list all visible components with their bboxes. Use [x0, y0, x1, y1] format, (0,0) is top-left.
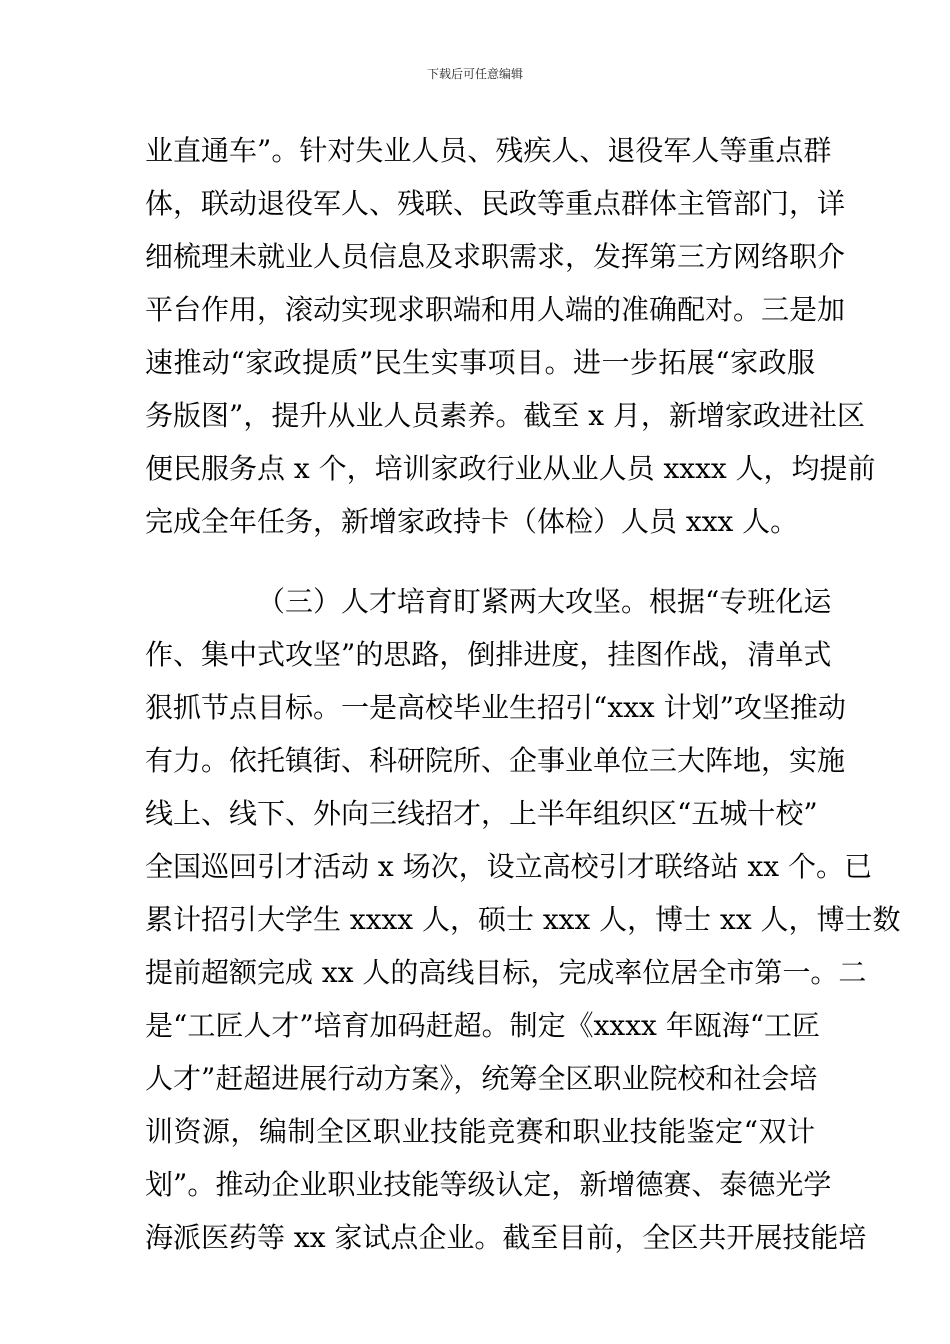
text-line: 全国巡回引才活动 x 场次，设立高校引才联络站 xx 个。已 — [145, 850, 872, 883]
text-line: 线上、线下、外向三线招才，上半年组织区“五城十校” — [145, 797, 818, 830]
text-line: 有力。依托镇街、科研院所、企事业单位三大阵地，实施 — [145, 744, 846, 777]
text-line: 平台作用，滚动实现求职端和用人端的准确配对。三是加 — [145, 293, 846, 326]
text-line: 作、集中式攻坚”的思路，倒排进度，挂图作战，清单式 — [145, 638, 832, 671]
paragraph-1 — [145, 124, 876, 548]
section-heading-line: （三）人才培育盯紧两大攻坚。根据“专班化运 — [257, 585, 832, 618]
text-line: 业直通车”。针对失业人员、残疾人、退役军人等重点群 — [145, 134, 832, 167]
text-line: 狠抓节点目标。一是高校毕业生招引“xxx 计划”攻坚推动 — [145, 691, 846, 724]
page-header: 下载后可任意编辑 — [426, 67, 523, 81]
text-line: 人才”赶超进展行动方案》，统筹全区职业院校和社会培 — [145, 1062, 818, 1095]
text-line: 务版图”，提升从业人员素养。截至 x 月，新增家政进社区 — [145, 399, 865, 432]
text-line: 海派医药等 xx 家试点企业。截至目前，全区共开展技能培 — [145, 1221, 867, 1254]
text-line: 细梳理未就业人员信息及求职需求，发挥第三方网络职介 — [145, 240, 846, 273]
text-line: 速推动“家政提质”民生实事项目。进一步拓展“家政服 — [145, 346, 815, 379]
text-line: 完成全年任务，新增家政持卡（体检）人员 xxx 人。 — [145, 505, 799, 538]
text-line: 便民服务点 x 个，培训家政行业从业人员 xxxx 人，均提前 — [145, 452, 876, 485]
text-line: 是“工匠人才”培育加码赶超。制定《xxxx 年瓯海“工匠 — [145, 1009, 821, 1042]
paragraph-2 — [145, 575, 901, 1264]
text-line: 提前超额完成 xx 人的高线目标，完成率位居全市第一。二 — [145, 956, 867, 989]
text-line: 划”。推动企业职业技能等级认定，新增德赛、泰德光学 — [145, 1168, 832, 1201]
text-line: 训资源，编制全区职业技能竞赛和职业技能鉴定“双计 — [145, 1115, 815, 1148]
text-line: 体，联动退役军人、残联、民政等重点群体主管部门，详 — [145, 187, 846, 220]
text-line: 累计招引大学生 xxxx 人，硕士 xxx 人，博士 xx 人，博士数 — [145, 903, 901, 936]
